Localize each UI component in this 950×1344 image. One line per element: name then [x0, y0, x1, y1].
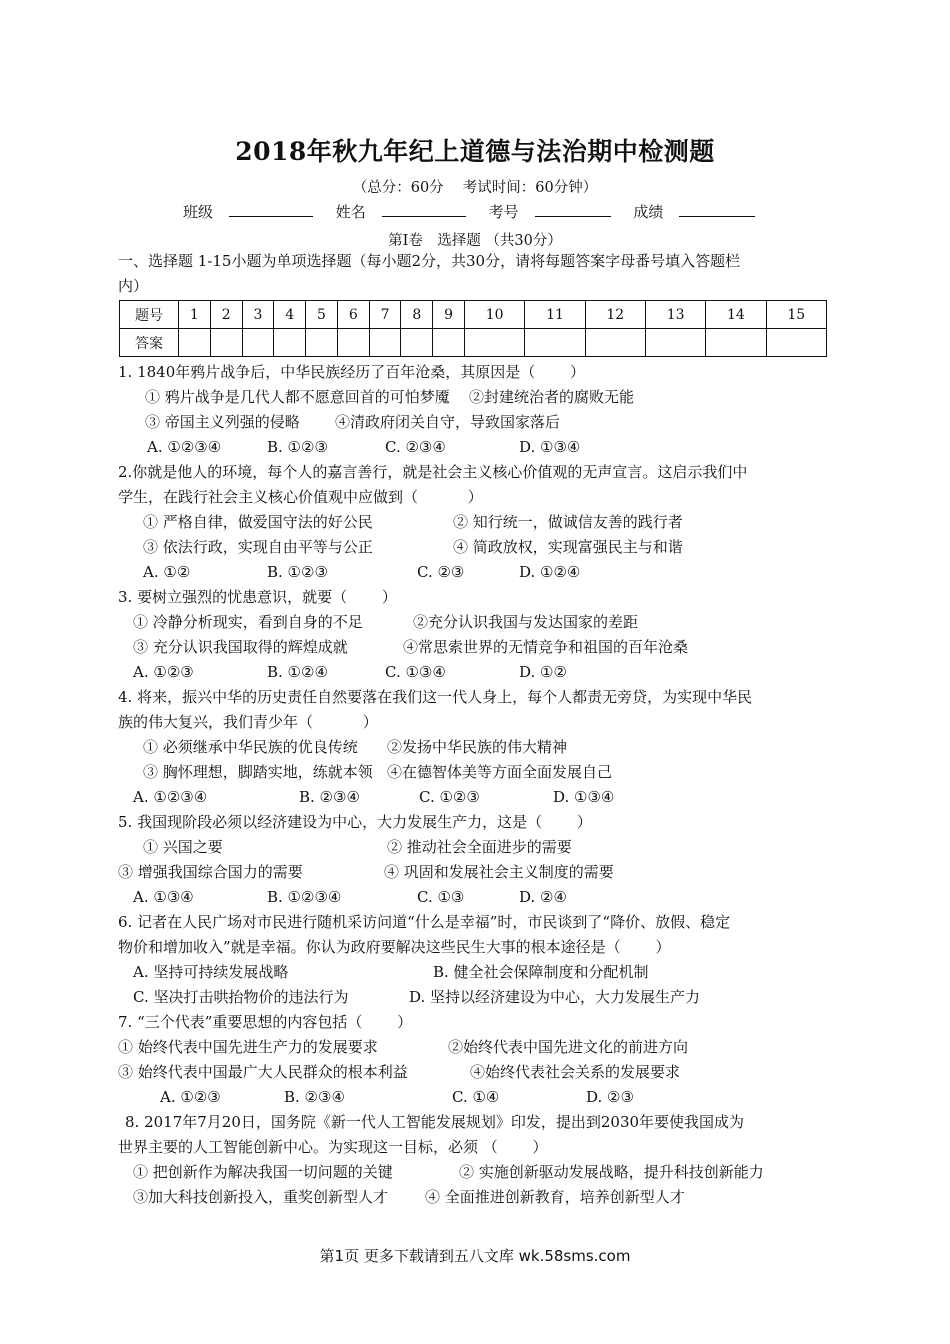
q5-option-2: ② 推动社会全面进步的需要	[387, 838, 572, 856]
q5-options-row2	[118, 862, 614, 882]
q4-choice-d: D. ①③④	[553, 788, 615, 806]
q1-choice-c: C. ②③④	[385, 438, 446, 456]
q7-choice-c: C. ①④	[452, 1088, 500, 1106]
question-number: 2	[210, 301, 242, 329]
question-number: 11	[525, 301, 585, 329]
q4-option-4: ④在德智体美等方面全面发展自己	[387, 763, 613, 781]
score-label: 成绩	[633, 203, 664, 221]
q8-stem: 8. 2017年7月20日，国务院《新一代人工智能发展规划》印发，提出到2030年要使我国成为	[125, 1113, 745, 1131]
q6-choice-c: C. 坚决打击哄抬物价的违法行为	[133, 988, 349, 1006]
q1-choices	[147, 437, 580, 457]
answer-cell[interactable]	[179, 329, 211, 357]
question-number: 12	[585, 301, 645, 329]
q2-option-1: ① 严格自律，做爱国守法的好公民	[143, 513, 373, 531]
q5-choice-a: A. ①③④	[133, 888, 194, 906]
part-heading: 第Ⅰ卷 选择题 （共30分）	[388, 233, 562, 249]
question-number: 6	[337, 301, 369, 329]
q3-option-3: ③ 充分认识我国取得的辉煌成就	[133, 638, 348, 656]
answer-cell[interactable]	[433, 329, 465, 357]
answer-cell[interactable]	[585, 329, 645, 357]
answer-row-label: 答案	[120, 329, 179, 357]
q7-option-3: ③ 始终代表中国最广大人民群众的根本利益	[118, 1063, 408, 1081]
q3-option-1: ① 冷静分析现实，看到自身的不足	[133, 613, 363, 631]
class-blank[interactable]	[229, 202, 313, 217]
score-blank[interactable]	[679, 202, 755, 217]
q8-options-row1	[133, 1162, 764, 1182]
name-label: 姓名	[335, 203, 366, 221]
q2-choice-a: A. ①②	[143, 563, 191, 581]
question-number: 1	[179, 301, 211, 329]
question-number: 14	[706, 301, 766, 329]
q2-option-4: ④ 简政放权，实现富强民主与和谐	[453, 538, 683, 556]
q4-stem: 4. 将来，振兴中华的历史责任自然要落在我们这一代人身上，每个人都责无旁贷，为实现中华民	[118, 688, 753, 706]
name-blank[interactable]	[382, 202, 466, 217]
q4-options-row2	[143, 762, 612, 782]
answer-table-answer-row	[120, 329, 827, 357]
answer-cell[interactable]	[766, 329, 826, 357]
q6-choice-a: A. 坚持可持续发展战略	[133, 963, 289, 981]
q1-choice-a: A. ①②③④	[147, 438, 222, 456]
q6-choice-b: B. 健全社会保障制度和分配机制	[433, 963, 649, 981]
section-instruction-cont: 内）	[118, 277, 149, 295]
q1-options-row1	[145, 387, 634, 407]
answer-table-number-row	[120, 301, 827, 329]
question-number: 9	[433, 301, 465, 329]
q5-option-1: ① 兴国之要	[143, 838, 223, 856]
q6-stem: 6. 记者在人民广场对市民进行随机采访问道“什么是幸福”时，市民谈到了“降价、放假、稳定	[118, 913, 731, 931]
section-instruction: 一、选择题 1-15小题为单项选择题（每小题2分，共30分，请将每题答案字母番号填入答题栏	[118, 252, 741, 270]
q3-options-row1	[133, 612, 638, 632]
q7-option-1: ① 始终代表中国先进生产力的发展要求	[118, 1038, 378, 1056]
q8-options-row2	[133, 1187, 685, 1207]
class-label: 班级	[183, 203, 214, 221]
q8-option-1: ① 把创新作为解决我国一切问题的关键	[133, 1163, 393, 1181]
q3-choice-b: B. ①②④	[267, 663, 328, 681]
answer-cell[interactable]	[337, 329, 369, 357]
q4-choice-b: B. ②③④	[299, 788, 360, 806]
q5-options-row1	[143, 837, 572, 857]
q3-stem: 3. 要树立强烈的忧患意识，就要（ ）	[118, 588, 397, 606]
q7-choices	[160, 1087, 634, 1107]
q2-choice-c: C. ②③	[417, 563, 465, 581]
q6-choices-row2	[133, 987, 700, 1007]
answer-cell[interactable]	[306, 329, 338, 357]
q5-choice-c: C. ①③	[417, 888, 465, 906]
q7-choice-a: A. ①②③	[160, 1088, 221, 1106]
q7-choice-b: B. ②③④	[284, 1088, 345, 1106]
answer-cell[interactable]	[706, 329, 766, 357]
q1-stem: 1. 1840年鸦片战争后，中华民族经历了百年沧桑，其原因是（ ）	[118, 363, 586, 381]
q3-choices	[133, 662, 567, 682]
number-blank[interactable]	[535, 202, 611, 217]
q3-choice-a: A. ①②③	[133, 663, 194, 681]
q3-choice-d: D. ①②	[519, 663, 567, 681]
page-title: 2018年秋九年纪上道德与法治期中检测题	[235, 137, 715, 166]
q8-stem-cont: 世界主要的人工智能创新中心。为实现这一目标，必须 （ ）	[118, 1138, 548, 1156]
q4-options-row1	[143, 737, 567, 757]
exam-subtitle: （总分：60分 考试时间：60分钟）	[352, 180, 598, 196]
q1-choice-d: D. ①③④	[519, 438, 581, 456]
q5-choice-d: D. ②④	[519, 888, 567, 906]
q8-option-3: ③加大科技创新投入，重奖创新型人才	[133, 1188, 389, 1206]
question-number: 15	[766, 301, 826, 329]
answer-cell[interactable]	[645, 329, 705, 357]
q7-stem: 7. “三个代表”重要思想的内容包括（ ）	[118, 1013, 413, 1031]
answer-cell[interactable]	[210, 329, 242, 357]
q8-option-2: ② 实施创新驱动发展战略，提升科技创新能力	[459, 1163, 764, 1181]
answer-cell[interactable]	[369, 329, 401, 357]
q2-options-row1	[143, 512, 683, 532]
q3-option-4: ④常思索世界的无情竞争和祖国的百年沧桑	[403, 638, 689, 656]
q1-options-row2	[145, 412, 560, 432]
question-number: 8	[401, 301, 433, 329]
q3-choice-c: C. ①③④	[385, 663, 446, 681]
number-row-label: 题号	[120, 301, 179, 329]
q2-choices	[143, 562, 580, 582]
question-number: 5	[306, 301, 338, 329]
q6-stem-cont: 物价和增加收入”就是幸福。你认为政府要解决这些民生大事的根本途径是（ ）	[118, 938, 671, 956]
q6-choices-row1	[133, 962, 649, 982]
page-footer: 第1页 更多下载请到五八文库 wk.58sms.com	[319, 1247, 631, 1265]
q4-choices	[133, 787, 614, 807]
q2-option-2: ② 知行统一，做诚信友善的践行者	[453, 513, 683, 531]
q1-choice-b: B. ①②③	[267, 438, 328, 456]
question-number: 3	[242, 301, 274, 329]
answer-cell[interactable]	[401, 329, 433, 357]
q2-options-row2	[143, 537, 683, 557]
question-number: 7	[369, 301, 401, 329]
q5-option-4: ④ 巩固和发展社会主义制度的需要	[384, 863, 614, 881]
answer-cell[interactable]	[274, 329, 306, 357]
q2-option-3: ③ 依法行政，实现自由平等与公正	[143, 538, 373, 556]
question-number: 10	[465, 301, 525, 329]
q6-choice-d: D. 坚持以经济建设为中心，大力发展生产力	[409, 988, 701, 1006]
answer-cell[interactable]	[525, 329, 585, 357]
q3-options-row2	[133, 637, 688, 657]
q4-choice-c: C. ①②③	[419, 788, 480, 806]
q2-stem: 2.你就是他人的环境，每个人的嘉言善行，就是社会主义核心价值观的无声宣言。这启示我们中	[118, 463, 748, 481]
q5-stem: 5. 我国现阶段必须以经济建设为中心，大力发展生产力，这是（ ）	[118, 813, 592, 831]
answer-table	[119, 300, 827, 357]
q5-choices	[133, 887, 567, 907]
question-number: 4	[274, 301, 306, 329]
question-number: 13	[645, 301, 705, 329]
q3-option-2: ②充分认识我国与发达国家的差距	[413, 613, 639, 631]
q2-choice-d: D. ①②④	[519, 563, 581, 581]
q2-choice-b: B. ①②③	[267, 563, 328, 581]
q1-option-4: ④清政府闭关自守，导致国家落后	[335, 413, 561, 431]
q7-options-row1	[118, 1037, 688, 1057]
q7-options-row2	[118, 1062, 680, 1082]
q1-option-1: ① 鸦片战争是几代人都不愿意回首的可怕梦魇	[145, 388, 450, 406]
q5-choice-b: B. ①②③④	[267, 888, 342, 906]
number-label: 考号	[488, 203, 519, 221]
q2-stem-cont: 学生，在践行社会主义核心价值观中应做到（ ）	[118, 488, 483, 506]
q7-option-4: ④始终代表社会关系的发展要求	[470, 1063, 681, 1081]
answer-cell[interactable]	[242, 329, 274, 357]
q4-option-3: ③ 胸怀理想，脚踏实地，练就本领	[143, 763, 373, 781]
q5-option-3: ③ 增强我国综合国力的需要	[118, 863, 303, 881]
q1-option-3: ③ 帝国主义列强的侵略	[145, 413, 300, 431]
q1-option-2: ②封建统治者的腐败无能	[469, 388, 635, 406]
q4-option-1: ① 必须继承中华民族的优良传统	[143, 738, 358, 756]
q7-choice-d: D. ②③	[586, 1088, 634, 1106]
q7-option-2: ②始终代表中国先进文化的前进方向	[448, 1038, 689, 1056]
student-info-row	[183, 201, 773, 222]
q4-choice-a: A. ①②③④	[133, 788, 208, 806]
q4-option-2: ②发扬中华民族的伟大精神	[387, 738, 568, 756]
q8-option-4: ④ 全面推进创新教育，培养创新型人才	[425, 1188, 685, 1206]
answer-cell[interactable]	[465, 329, 525, 357]
q4-stem-cont: 族的伟大复兴，我们青少年（ ）	[118, 713, 378, 731]
